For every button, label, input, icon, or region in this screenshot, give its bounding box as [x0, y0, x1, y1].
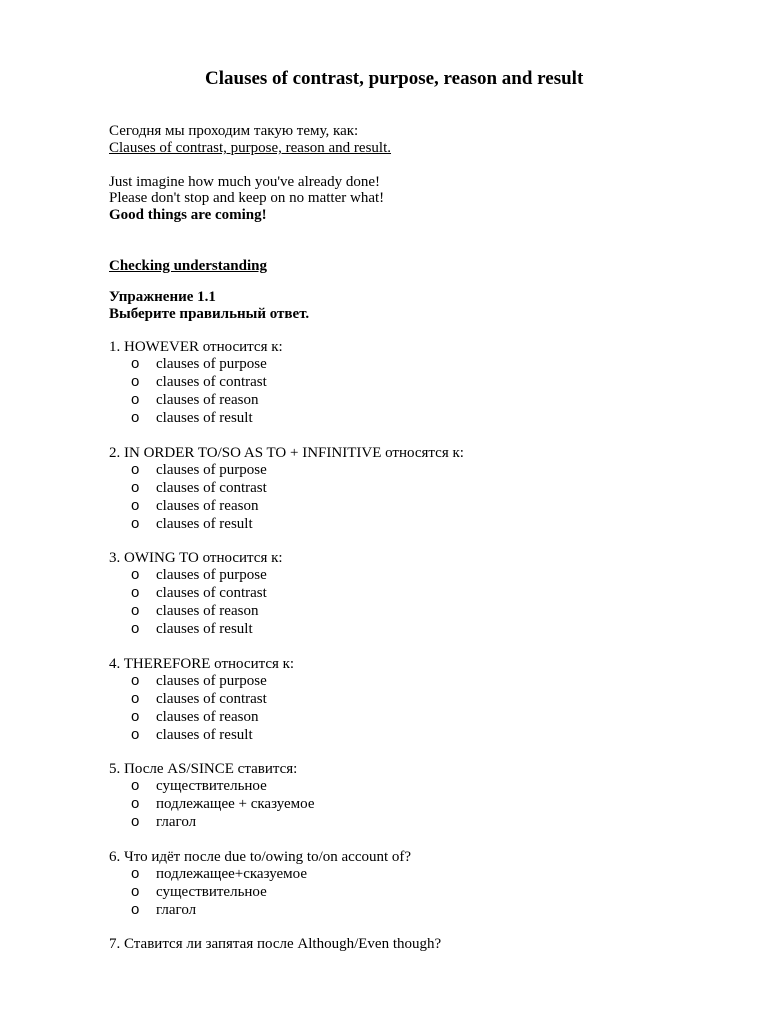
answer-option[interactable]	[131, 515, 253, 533]
question-text: 4. THEREFORE относится к:	[109, 656, 295, 672]
question-text: 5. После AS/SINCE ставится:	[109, 761, 298, 777]
answer-option[interactable]	[131, 708, 258, 726]
question-text: 3. OWING TO относится к:	[109, 550, 283, 566]
option-label: clauses of contrast	[156, 585, 267, 601]
option-bullet: o	[131, 497, 140, 514]
option-bullet: o	[131, 690, 140, 707]
option-label: clauses of reason	[156, 603, 259, 619]
answer-option[interactable]	[131, 795, 315, 813]
motivation-line: Please don't stop and keep on no matter what!	[109, 190, 385, 206]
option-bullet: o	[131, 355, 140, 372]
answer-option[interactable]	[131, 461, 267, 479]
option-bullet: o	[131, 566, 140, 583]
answer-option[interactable]	[131, 479, 267, 497]
option-bullet: o	[131, 479, 140, 496]
answer-option[interactable]	[131, 584, 267, 602]
answer-option[interactable]	[131, 901, 196, 919]
answer-option[interactable]	[131, 777, 267, 795]
answer-option[interactable]	[131, 566, 267, 584]
option-label: существительное	[156, 778, 267, 794]
option-label: глагол	[156, 902, 197, 918]
answer-option[interactable]	[131, 355, 267, 373]
option-label: clauses of result	[156, 727, 253, 743]
answer-option[interactable]	[131, 672, 267, 690]
option-label: clauses of result	[156, 516, 253, 532]
option-label: clauses of reason	[156, 709, 259, 725]
option-bullet: o	[131, 391, 140, 408]
answer-option[interactable]	[131, 813, 196, 831]
motivation-line: Just imagine how much you've already done!	[109, 174, 380, 190]
motivation-bold-line: Good things are coming!	[109, 207, 267, 223]
option-label: clauses of contrast	[156, 480, 267, 496]
option-bullet: o	[131, 672, 140, 689]
answer-option[interactable]	[131, 391, 258, 409]
option-label: clauses of result	[156, 410, 253, 426]
option-label: clauses of reason	[156, 392, 259, 408]
option-label: подлежащее+сказуемое	[156, 866, 307, 882]
option-bullet: o	[131, 901, 140, 918]
option-bullet: o	[131, 777, 140, 794]
option-label: подлежащее + сказуемое	[156, 796, 315, 812]
option-label: clauses of reason	[156, 498, 259, 514]
option-bullet: o	[131, 865, 140, 882]
option-label: clauses of result	[156, 621, 253, 637]
question-text: 1. HOWEVER относится к:	[109, 339, 283, 355]
answer-option[interactable]	[131, 726, 253, 744]
answer-option[interactable]	[131, 409, 253, 427]
option-bullet: o	[131, 708, 140, 725]
answer-option[interactable]	[131, 883, 267, 901]
question-text: 6. Что идёт после due to/owing to/on account of?	[109, 849, 412, 865]
answer-option[interactable]	[131, 602, 258, 620]
option-label: clauses of purpose	[156, 356, 267, 372]
answer-option[interactable]	[131, 497, 258, 515]
exercise-instruction: Выберите правильный ответ.	[109, 306, 310, 322]
intro-topic-line: Clauses of contrast, purpose, reason and result.	[109, 140, 392, 156]
option-label: clauses of purpose	[156, 462, 267, 478]
option-bullet: o	[131, 461, 140, 478]
intro-line: Сегодня мы проходим такую тему, как:	[109, 123, 359, 139]
option-label: существительное	[156, 884, 267, 900]
option-bullet: o	[131, 373, 140, 390]
answer-option[interactable]	[131, 373, 267, 391]
answer-option[interactable]	[131, 620, 253, 638]
question-text: 7. Ставится ли запятая после Although/Even though?	[109, 936, 442, 952]
exercise-title: Упражнение 1.1	[109, 289, 216, 305]
option-label: глагол	[156, 814, 197, 830]
option-label: clauses of purpose	[156, 567, 267, 583]
option-bullet: o	[131, 584, 140, 601]
option-bullet: o	[131, 515, 140, 532]
option-label: clauses of contrast	[156, 374, 267, 390]
option-bullet: o	[131, 409, 140, 426]
option-bullet: o	[131, 795, 140, 812]
option-label: clauses of purpose	[156, 673, 267, 689]
document-title: Clauses of contrast, purpose, reason and result	[205, 68, 584, 89]
option-bullet: o	[131, 620, 140, 637]
answer-option[interactable]	[131, 865, 307, 883]
option-bullet: o	[131, 813, 140, 830]
option-bullet: o	[131, 726, 140, 743]
question-text: 2. IN ORDER TO/SO AS TO + INFINITIVE относятся к:	[109, 445, 464, 461]
option-label: clauses of contrast	[156, 691, 267, 707]
section-heading: Checking understanding	[109, 258, 267, 274]
option-bullet: o	[131, 602, 140, 619]
answer-option[interactable]	[131, 690, 267, 708]
option-bullet: o	[131, 883, 140, 900]
